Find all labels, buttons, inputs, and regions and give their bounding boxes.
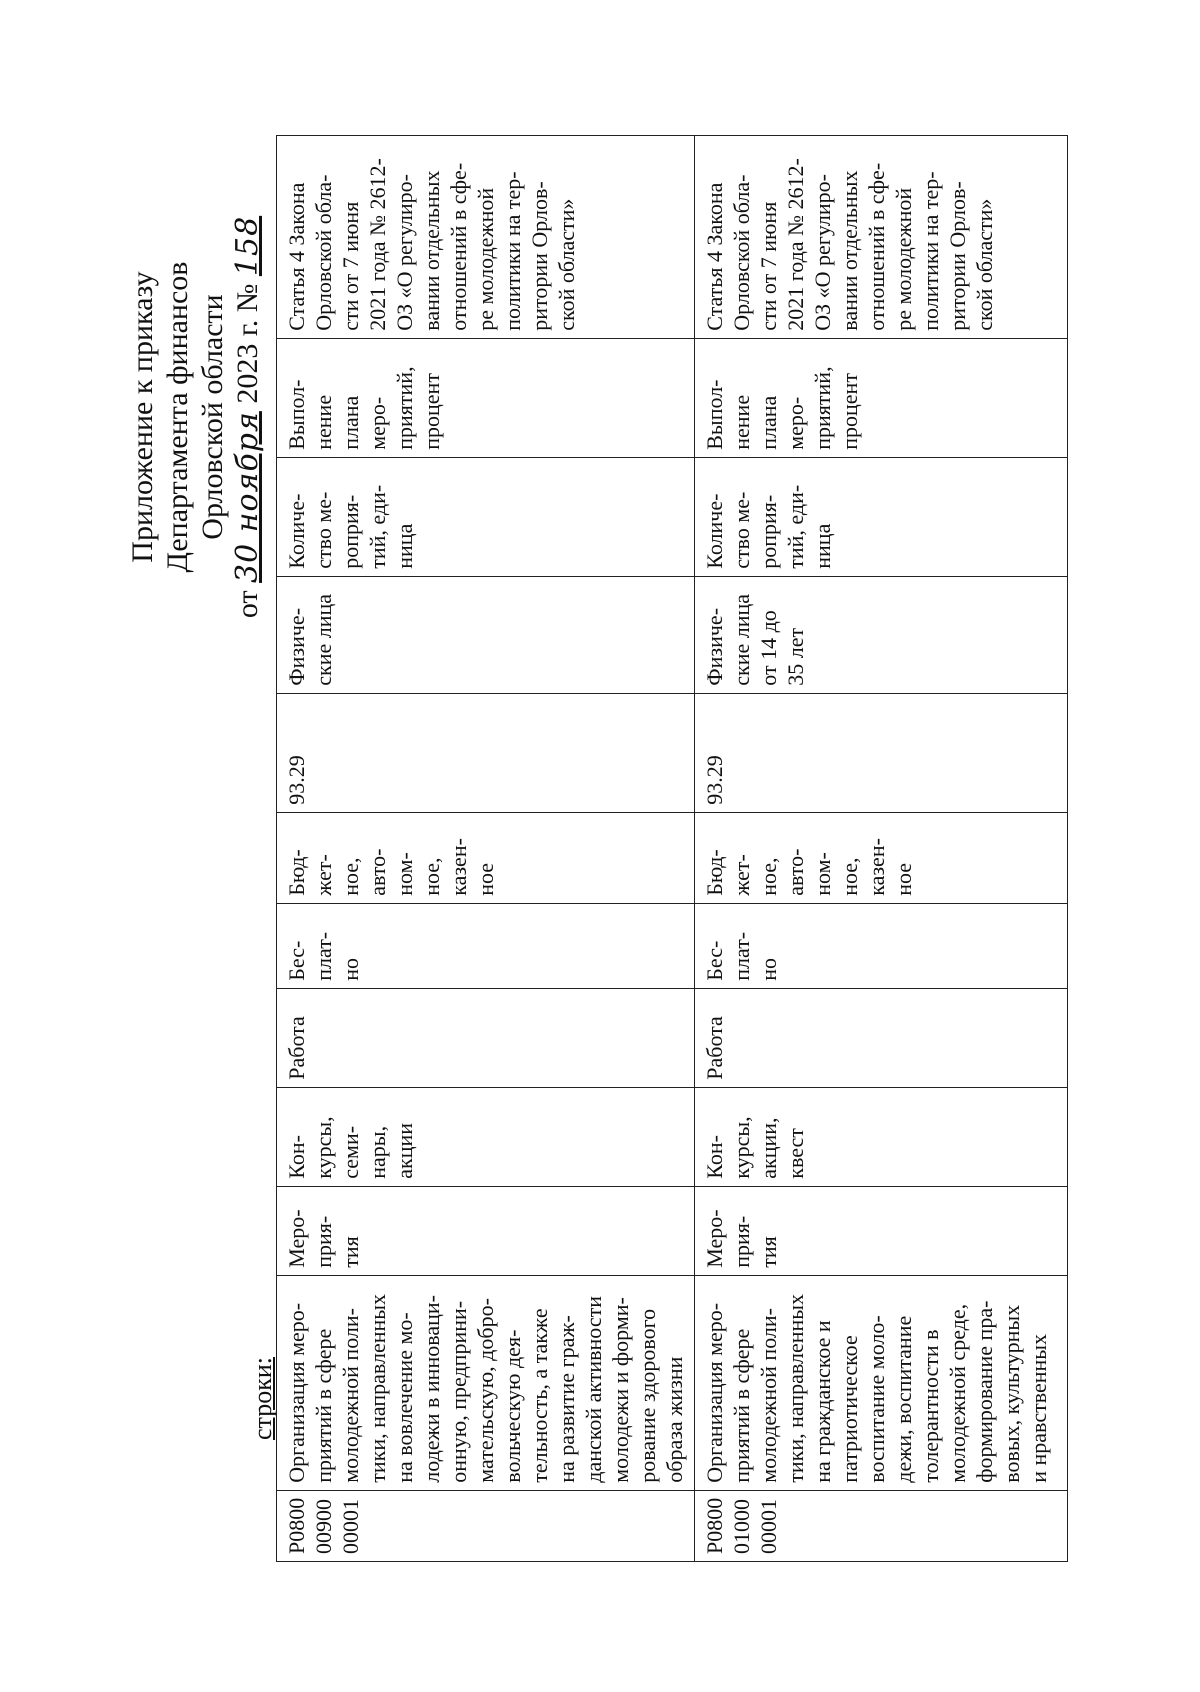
cell-consumers: Физиче- ские лица от 14 до 35 лет — [695, 576, 1068, 693]
handwritten-date: 30 ноября — [230, 411, 265, 583]
cell-consumers: Физиче- ские лица — [277, 576, 695, 693]
header-line-2: Департамента финансов — [161, 261, 194, 573]
cell-payment: Бес- плат- но — [277, 903, 695, 988]
header-line-1: Приложение к приказу — [126, 271, 159, 563]
cell-volume-indicator: Количе- ство ме- роприя- тий, еди- ница — [695, 457, 1068, 576]
cell-type: Меро- прия- тия — [277, 1186, 695, 1275]
cell-content: Кон- курсы, акции, квест — [695, 1087, 1068, 1186]
date-prefix: от — [231, 590, 264, 619]
cell-institution: Бюд- жет- ное, авто- ном- ное, казен- ное — [277, 812, 695, 903]
cell-kind: Работа — [277, 988, 695, 1087]
cell-kind: Работа — [695, 988, 1068, 1087]
header-line-4 — [230, 137, 265, 697]
cell-legal-basis: Статья 4 Закона Орловской обла- сти от 7 июня 2021 года № 2612- ОЗ «О регулиро- вании отдельных отношений в сфе- ре молодежной политики на тер- ритории Орлов- ской области» — [695, 135, 1068, 338]
cell-name: Организация меро- приятий в сфере молодежной поли- тики, направленных на вовлечение мо- лодежи в инноваци- онную, предприни- мательскую, добро- вольческую дея- тельность, а также на развитие граж- данской активности молодежи и форми- рование здорового образа жизни — [277, 1275, 695, 1490]
cell-institution: Бюд- жет- ное, авто- ном- ное, казен- ное — [695, 812, 1068, 903]
cell-volume-indicator: Количе- ство ме- роприя- тий, еди- ница — [277, 457, 695, 576]
header-line-3: Орловской области — [196, 294, 229, 540]
cell-legal-basis: Статья 4 Закона Орловской обла- сти от 7 июня 2021 года № 2612- ОЗ «О регулиро- вании отдельных отношений в сфе- ре молодежной политики на тер- ритории Орлов- ской области» — [277, 135, 695, 338]
services-table — [276, 135, 1068, 1562]
appendix-header — [125, 137, 265, 697]
cell-okved: 93.29 — [277, 693, 695, 812]
cell-okved: 93.29 — [695, 693, 1068, 812]
cell-payment: Бес- плат- но — [695, 903, 1068, 988]
cell-code: Р0800 00900 00001 — [277, 1490, 695, 1561]
cell-quality-indicator: Выпол- нение плана меро- приятий, процент — [277, 338, 695, 457]
cell-code: Р0800 01000 00001 — [695, 1490, 1068, 1561]
cell-type: Меро- прия- тия — [695, 1186, 1068, 1275]
cell-quality-indicator: Выпол- нение плана меро- приятий, процент — [695, 338, 1068, 457]
cell-content: Кон- курсы, семи- нары, акции — [277, 1087, 695, 1186]
table-row — [695, 135, 1068, 1561]
handwritten-order-number: 158 — [230, 215, 265, 277]
section-label: строки: — [248, 1357, 277, 1440]
year-and-number-label: 2023 г. № — [231, 283, 264, 404]
cell-name: Организация меро- приятий в сфере молодежной поли- тики, направленных на гражданское и патриотическое воспитание моло- дежи, воспитание толерантности в молодежной среде, формирование пра- вовых, культурных и нравственных — [695, 1275, 1068, 1490]
table-row — [277, 135, 695, 1561]
